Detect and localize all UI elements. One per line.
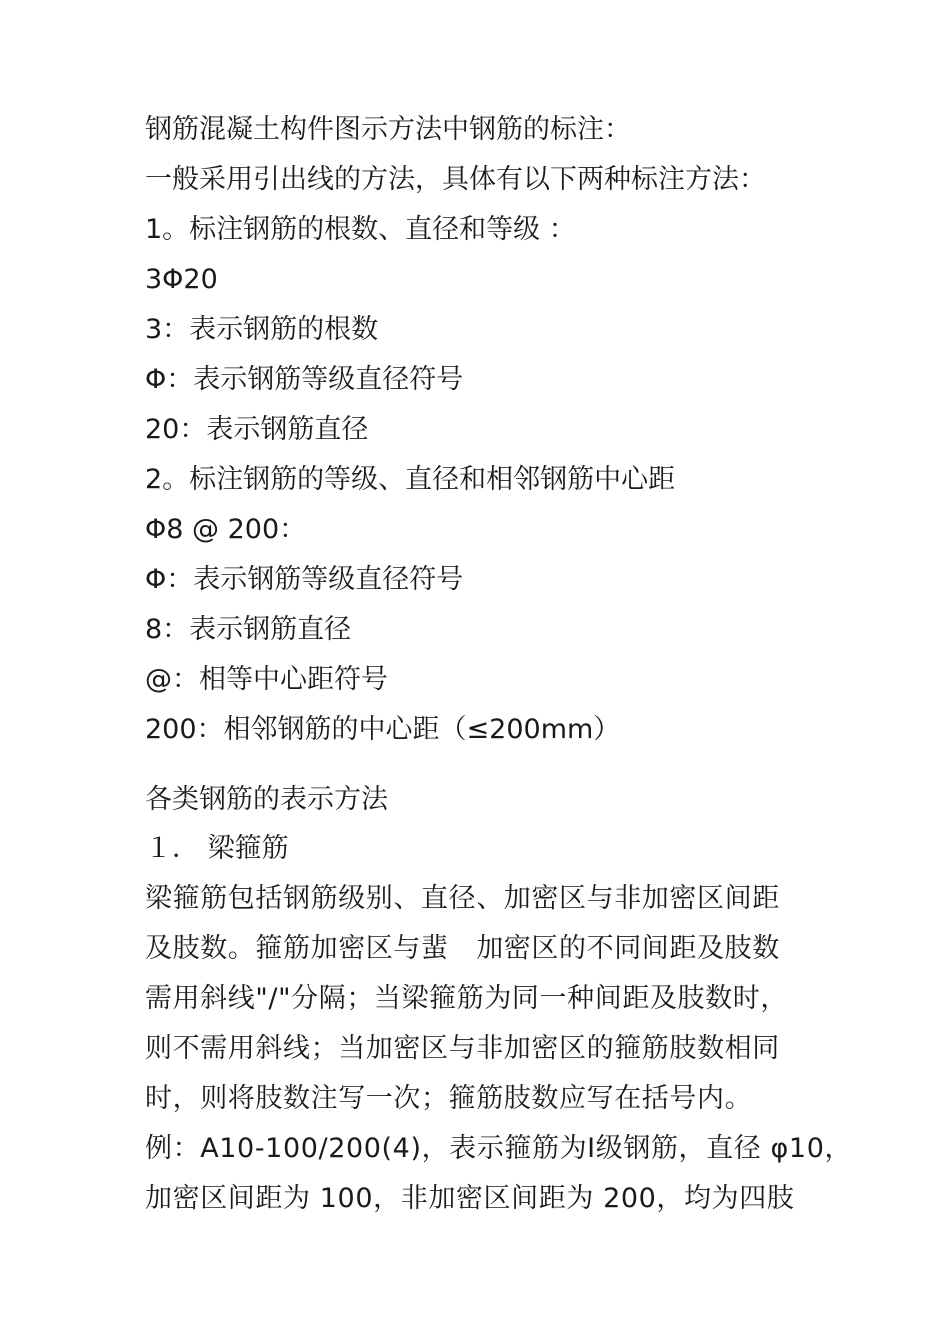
paragraph-line: 及肢数。箍筋加密区与蜚 加密区的不同间距及肢数 <box>145 933 780 964</box>
method-2-item: Φ：表示钢筋等级直径符号 <box>145 564 464 595</box>
method-2-item: @：相等中心距符号 <box>145 664 388 695</box>
paragraph-line: 时，则将肢数注写一次；箍筋肢数应写在括号内。 <box>145 1083 753 1114</box>
paragraph-line: 例：A10-100/200(4)，表示箍筋为Ⅰ级钢筋，直径 φ10， <box>145 1133 853 1164</box>
method-2-item: 8：表示钢筋直径 <box>145 614 352 645</box>
method-2-item: 200：相邻钢筋的中心距（≤200mm） <box>145 714 621 745</box>
section-2-heading: 各类钢筋的表示方法 <box>145 784 388 815</box>
method-1-title: 1。标注钢筋的根数、直径和等级 ： <box>145 214 576 245</box>
method-1-item: 20：表示钢筋直径 <box>145 414 369 445</box>
method-1-item: 3：表示钢筋的根数 <box>145 314 379 345</box>
paragraph-line: 则不需用斜线；当加密区与非加密区的箍筋肢数相同 <box>145 1033 780 1064</box>
method-2-example: Φ8 @ 200： <box>145 514 307 545</box>
method-2-title: 2。标注钢筋的等级、直径和相邻钢筋中心距 <box>145 464 676 495</box>
method-1-example: 3Φ20 <box>145 264 218 295</box>
paragraph-line: 梁箍筋包括钢筋级别、直径、加密区与非加密区间距 <box>145 883 780 914</box>
section-heading: 钢筋混凝土构件图示方法中钢筋的标注： <box>145 114 631 145</box>
method-1-item: Φ：表示钢筋等级直径符号 <box>145 364 464 395</box>
paragraph-line: 加密区间距为 100，非加密区间距为 200，均为四肢 <box>145 1183 795 1214</box>
paragraph-line: 需用斜线"/"分隔；当梁箍筋为同一种间距及肢数时， <box>145 983 788 1014</box>
section-2-subheading: １． 梁箍筋 <box>145 833 289 864</box>
intro-text: 一般采用引出线的方法，具体有以下两种标注方法： <box>145 164 766 195</box>
